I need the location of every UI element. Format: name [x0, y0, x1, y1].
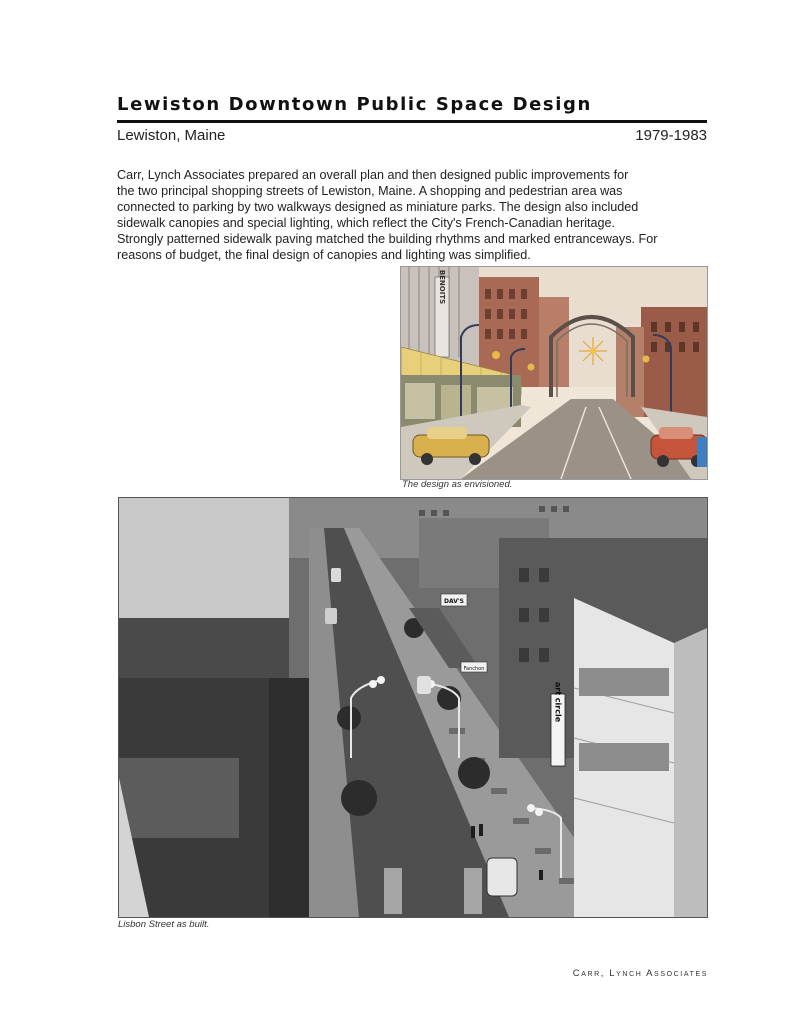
description-line: Strongly patterned sidewalk paving matched the building rhythms and marked entranceways. For	[117, 232, 658, 246]
page-title: Lewiston Downtown Public Space Design	[117, 94, 592, 115]
description-line: the two principal shopping streets of Lewiston, Maine. A shopping and pedestrian area was	[117, 184, 623, 198]
fanchon-sign: Fanchon	[463, 666, 485, 672]
project-location: Lewiston, Maine	[117, 127, 226, 144]
title-rule	[117, 120, 707, 123]
art-circle-sign: art circle	[553, 681, 563, 723]
description-line: reasons of budget, the final design of canopies and lighting was simplified.	[117, 248, 531, 262]
as-built-caption: Lisbon Street as built.	[118, 919, 210, 930]
street-illustration-art	[401, 267, 707, 479]
envisioned-caption: The design as envisioned.	[402, 479, 513, 490]
description-line: sidewalk canopies and special lighting, which reflect the City's French-Canadian heritage.	[117, 216, 616, 230]
as-built-photo	[118, 497, 708, 918]
davs-sign: DAV'S	[443, 598, 465, 605]
project-description	[117, 167, 712, 263]
envisioned-illustration	[400, 266, 708, 480]
description-line: Carr, Lynch Associates prepared an overall plan and then designed public improvements for	[117, 168, 629, 182]
description-line: connected to parking by two walkways designed as miniature parks. The design also included	[117, 200, 639, 214]
benoits-sign: BENOITS	[438, 269, 446, 305]
street-photo-art	[119, 498, 707, 917]
project-years: 1979-1983	[635, 127, 707, 144]
firm-credit: Carr, Lynch Associates	[572, 968, 708, 979]
